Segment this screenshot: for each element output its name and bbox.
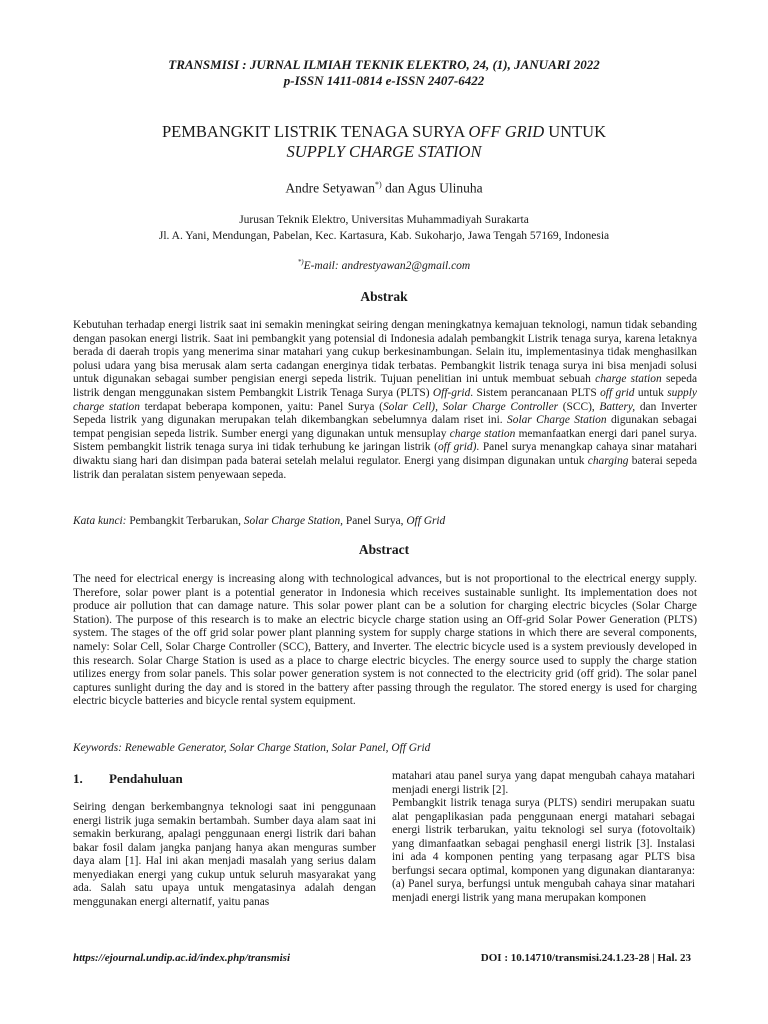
author-mark: *) (375, 180, 382, 189)
abstrak-text: terdapat beberapa komponen, yaitu: Panel Surya ( (139, 400, 383, 413)
kata-kunci-text: Panel Surya, (343, 515, 407, 527)
affiliation (60, 212, 708, 244)
kata-kunci-label: Kata kunci: (73, 515, 127, 527)
title-part1-end: UNTUK (544, 122, 606, 141)
abstrak-text: . Panel surya menangkap cahaya sinar matahari diwaktu siang hari dan disimpan pada baterai setelah melalui regulator. Energi yang disimpan digunakan untuk (73, 441, 697, 467)
footer-url[interactable]: https://ejournal.undip.ac.id/index.php/transmisi (73, 952, 290, 964)
intro-right-para1: matahari atau panel surya yang dapat mengubah cahaya matahari menjadi energi listrik [2]. (392, 770, 695, 796)
section-number: 1. (73, 771, 83, 786)
abstrak-italic: Solar Cell), Solar Charge Controller (382, 400, 559, 413)
abstrak-italic: Solar Charge Station (507, 414, 607, 427)
abstrak-text: baterai sepeda listrik dan peralatan sistem penyewaan sepeda. (73, 454, 697, 481)
abstrak-text: . Sistem perancanaan PLTS (470, 386, 601, 399)
paper-title (60, 122, 708, 162)
affiliation-line2: Jl. A. Yani, Mendungan, Pabelan, Kec. Kartasura, Kab. Sukoharjo, Jawa Tengah 57169, Indonesia (158, 230, 610, 242)
kata-kunci-italic: Off Grid (406, 515, 446, 527)
intro-left-column: Seiring dengan berkembangnya teknologi saat ini penggunaan energi listrik juga semakin bertambah. Sumber daya alam saat ini semakin berkurang, apalagi penggunaan energi listrik dari bahan bakar fosil dalam jangka panjang hanya akan menguras sumber daya alam [1]. Hal ini akan menjadi masalah yang serius dalam menyediakan energi yang cukup untuk seluruh masyarakat yang ada. Salah satu upaya untuk mengatasinya adalah dengan menggunakan energi alternatif, yaitu panas (73, 801, 376, 908)
email (60, 258, 708, 272)
abstrak-text: (SCC), (558, 400, 600, 413)
abstrak-italic: off grid (600, 386, 635, 399)
journal-name: TRANSMISI : JURNAL ILMIAH TEKNIK ELEKTRO, 24, (1), JANUARI 2022 (168, 57, 600, 72)
journal-header (60, 57, 708, 89)
abstrak-italic: charge station (449, 427, 516, 440)
title-part1: PEMBANGKIT LISTRIK TENAGA SURYA (162, 122, 469, 141)
footer-doi: DOI : 10.14710/transmisi.24.1.23-28 | Hal. 23 (480, 952, 691, 964)
email-text[interactable]: E-mail: andrestyawan2@gmail.com (303, 259, 471, 272)
abstrak-text: Kebutuhan terhadap energi listrik saat ini semakin meningkat seiring dengan meningkatnya kemajuan teknologi, namun tidak sebanding dengan pasokan energi listrik. Saat ini pembangkit yang potensial di Indonesia adalah pembangkit Listrik tenaga surya, karena letaknya berada di daerah tropis yang menerima sinar matahari yang cukup berkesinambungan. Selain itu, implementasinya tidak menghasilkan polusi udara yang bisa merusak alam serta cadangan energinya tidak terbatas. Pembangkit listrik tenaga surya ini bisa menjadi solusi untuk digunakan sebagai sumber pengisian energi sepeda listrik. Tujuan penelitian ini untuk membuat sebuah (73, 319, 697, 386)
intro-right-column (392, 770, 695, 905)
author-first: Andre Setyawan (285, 180, 376, 196)
abstrak-heading: Abstrak (360, 289, 408, 304)
abstrak-italic: Off-grid (432, 386, 471, 399)
kata-kunci-italic: Solar Charge Station, (243, 515, 344, 527)
abstrak-text: untuk (634, 386, 668, 399)
abstrak-italic: off grid) (437, 441, 477, 454)
kata-kunci-text: Pembangkit Terbarukan, (126, 515, 244, 527)
abstrak-text: digunakan sebagai tempat pengisian sepeda listrik. Sumber energi yang digunakan untuk mensuplay (73, 414, 697, 440)
email-mark: *) (297, 258, 304, 266)
abstract-body: The need for electrical energy is increasing along with technological advances, but is not proportional to the electrical energy supply. Therefore, solar power plant is a potential generator in Indonesia which receives sustainable sunlight. Its implementation does not produce air pollution that can damage nature. This solar power plant can be a solution for charging electric bicycles (Solar Charge Station). The purpose of this research is to make an electric bicycle charge station using an Off-grid Solar Power Generation (PLTS) system. The stages of the off grid solar power plant planning system for supply charge stations in which there are several components, namely: Solar Cell, Solar Charge Controller (SCC), Battery, and Inverter. The electric bicycle used is a system previously developed in this research. Solar Charge Station is used as a place to charge electric bicycles. The energy source used to supply the charge station utilizes energy from solar panels. This solar power generation system is not connected to the electricity grid (off grid). The solar panel captures sunlight during the day and is stored in the battery after passing through the regulator. The stored energy is used for charging electric bicycle batteries and bicycle rental system equipment. (73, 573, 697, 708)
abstrak-text: dan Inverter Sepeda listrik yang digunakan merupakan telah dikembangkan sebelumnya dalam riset ini. (73, 400, 697, 427)
abstrak-italic: charge station (595, 373, 662, 386)
abstrak-italic: charging (587, 454, 629, 467)
title-part1-italic: OFF GRID (468, 122, 545, 141)
intro-right-para2: Pembangkit listrik tenaga surya (PLTS) sendiri merupakan suatu alat pengaplikasian pada penggunaan energi matahari sebagai energi listrik terbarukan, yaitu teknologi sel surya (fotovoltaik) yang dimanfaatkan sebagai penghasil energi listrik [3]. Instalasi ini ada 4 komponen penting yang terpasang agar PLTS bisa berfungsi secara optimal, komponen yang digunakan diantaranya: (a) Panel surya, berfungsi untuk mengubah cahaya sinar matahari menjadi energi listrik yang mana merupakan komponen (392, 797, 695, 904)
abstrak-italic: Battery, (599, 400, 636, 413)
abstract-heading: Abstract (358, 542, 410, 557)
keywords-en: Keywords: Renewable Generator, Solar Charge Station, Solar Panel, Off Grid (73, 742, 431, 754)
authors (60, 180, 708, 197)
abstrak-italic: supply charge station (73, 386, 697, 413)
journal-issn: p-ISSN 1411-0814 e-ISSN 2407-6422 (283, 73, 485, 88)
affiliation-line1: Jurusan Teknik Elektro, Universitas Muhammadiyah Surakarta (239, 214, 529, 226)
section-heading (73, 771, 183, 787)
section-title: Pendahuluan (109, 771, 183, 786)
title-line2: SUPPLY CHARGE STATION (286, 142, 482, 161)
abstrak-body (73, 319, 697, 482)
kata-kunci (73, 515, 697, 527)
abstrak-text: sepeda listrik dengan menggunakan sistem Pembangkit Listrik Tenaga Surya (PLTS) (73, 373, 697, 399)
author-rest: dan Agus Ulinuha (381, 180, 483, 196)
abstrak-text: memanfaatkan energi dari panel surya. Sistem pembangkit listrik tenaga surya ini tidak terhubung ke jaringan listrik ( (73, 427, 697, 454)
